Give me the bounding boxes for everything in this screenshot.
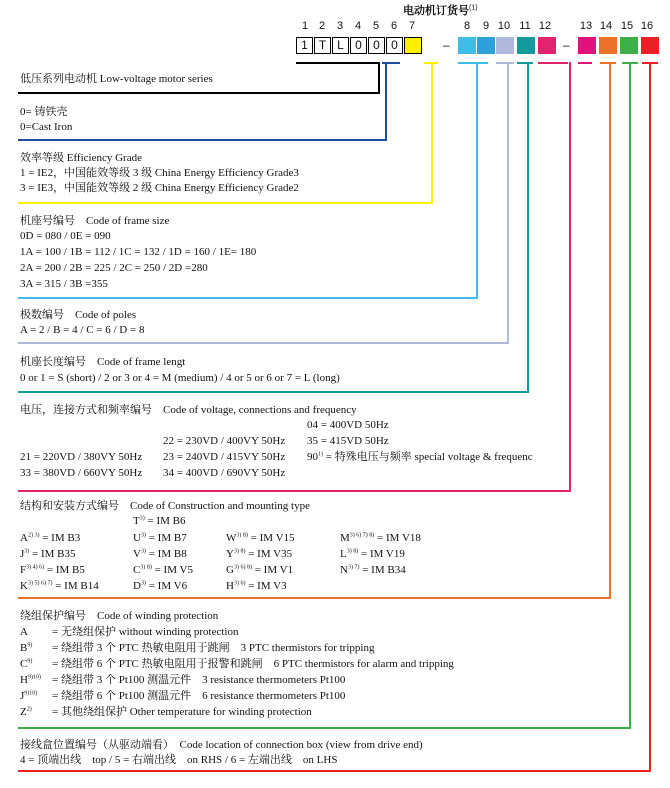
bracket-frame-size <box>458 62 488 64</box>
efficiency-line-1: 1 = IE2，中国能效等级 3 级 China Energy Efficiency Grade3 <box>20 167 299 179</box>
code-box-light-blue <box>458 37 476 54</box>
bracket-voltage <box>538 62 568 64</box>
mounting-value: = IM V1 <box>251 564 294 576</box>
winding-code: A <box>20 626 28 638</box>
winding-code: $B^{9)}$ <box>20 642 33 654</box>
housing-line-2: 0=Cast Iron <box>20 121 73 133</box>
mounting-value: = IM V15 <box>247 532 295 544</box>
series-title: 低压系列电动机 Low-voltage motor series <box>20 73 213 85</box>
bracket-poles <box>496 62 514 64</box>
connector-green <box>629 62 631 729</box>
winding-code: $Z^{2)}$ <box>20 706 32 718</box>
mounting-item <box>133 515 185 528</box>
mounting-code: F <box>20 564 27 576</box>
winding-description: = 其他绕组保护 Other temperature for winding protection <box>52 706 312 718</box>
mounting-note: 3) 8) <box>233 548 246 555</box>
bracket-frame-length <box>517 62 533 64</box>
connector-poles <box>507 62 509 344</box>
code-box-lavender <box>496 37 514 54</box>
voltage-code-35: 35 = 415VD 50Hz <box>307 435 389 447</box>
connector-frame-size <box>476 62 478 299</box>
bracket-series <box>296 62 380 64</box>
mounting-item <box>133 532 187 545</box>
connector-housing <box>385 62 387 141</box>
mounting-note: 3) 7) <box>347 564 360 571</box>
mounting-code: V <box>133 548 141 560</box>
winding-description: = 绕组带 3 个 Pt100 测温元件 3 resistance thermometers Pt100 <box>52 674 346 686</box>
mounting-code: A <box>20 532 28 544</box>
bracket-winding <box>600 62 616 64</box>
mounting-value: = IM B3 <box>39 532 81 544</box>
efficiency-line-2: 3 = IE3，中国能效等级 2 级 China Energy Efficiency Grade2 <box>20 182 299 194</box>
mounting-value: = IM B35 <box>29 548 76 560</box>
code-box-magenta <box>538 37 556 54</box>
position-number: 16 <box>640 20 654 32</box>
mounting-item <box>340 564 406 577</box>
order-number-title <box>403 2 478 18</box>
mounting-note: 2) 3) <box>27 532 40 539</box>
winding-description: = 绕组带 6 个 Pt100 测温元件 6 resistance thermometers Pt100 <box>52 690 346 702</box>
line-poles <box>18 342 509 344</box>
efficiency-title: 效率等级 Efficiency Grade <box>20 152 142 164</box>
mounting-note: 3) <box>140 532 146 539</box>
voltage-code-90-code: 90 <box>307 451 318 463</box>
position-number: 7 <box>408 20 416 32</box>
frame-length-title: 机座长度编号 Code of frame lengt <box>20 356 186 368</box>
code-box-teal <box>517 37 535 54</box>
mounting-note: 3) <box>139 515 145 522</box>
mounting-value: = IM V19 <box>358 548 405 560</box>
winding-code: $H^{9)10)}$ <box>20 674 41 686</box>
order-number-title-note: (1) <box>469 4 478 12</box>
position-number: 12 <box>538 20 552 32</box>
frame-size-line-2: 1A = 100 / 1B = 112 / 1C = 132 / 1D = 160 / 1E= 180 <box>20 246 257 258</box>
frame-size-title: 机座号编号 Code of frame size <box>20 215 170 227</box>
line-connection-box <box>18 770 651 772</box>
mounting-item <box>133 548 187 561</box>
code-box: 0 <box>386 37 403 54</box>
mounting-code: L <box>340 548 347 560</box>
mounting-item <box>226 548 292 561</box>
line-frame-length <box>18 391 529 393</box>
housing-line-1: 0= 铸铁壳 <box>20 106 68 118</box>
mounting-value: = IM V5 <box>151 564 193 576</box>
voltage-code-90 <box>307 451 533 464</box>
mounting-item <box>226 564 293 577</box>
poles-title: 极数编号 Code of poles <box>20 309 137 321</box>
mounting-item <box>133 580 187 593</box>
voltage-code-22: 22 = 230VD / 400VY 50Hz <box>163 435 286 447</box>
mounting-code: U <box>133 532 141 544</box>
code-box-orange <box>599 37 617 54</box>
mounting-item <box>20 564 85 577</box>
voltage-code-21: 21 = 220VD / 380VY 50Hz <box>20 451 143 463</box>
mounting-item <box>133 564 193 577</box>
voltage-title: 电压，连接方式和频率编号 Code of voltage, connections and frequency <box>20 404 357 416</box>
mounting-value: = IM B34 <box>359 564 406 576</box>
code-box: 0 <box>350 37 367 54</box>
position-number: 9 <box>482 20 490 32</box>
frame-size-line-3: 2A = 200 / 2B = 225 / 2C = 250 / 2D =280 <box>20 262 208 274</box>
mounting-item <box>226 532 295 545</box>
poles-line-1: A = 2 / B = 4 / C = 6 / D = 8 <box>20 324 145 336</box>
mounting-code: K <box>20 580 28 592</box>
mounting-value: = IM B7 <box>145 532 187 544</box>
mounting-note: 3) 5) 6) 7) <box>27 580 53 587</box>
connector-voltage <box>569 62 571 492</box>
connector-series <box>378 62 380 94</box>
mounting-note: 3) 8) <box>236 532 248 539</box>
voltage-code-23: 23 = 240VD / 415VY 50Hz <box>163 451 286 463</box>
connector-frame-length <box>527 62 529 393</box>
mounting-note: 3) 6) 8) <box>233 564 252 571</box>
order-number-title-text: 电动机订货号 <box>403 5 469 17</box>
connection-box-title: 接线盒位置编号（从驱动端看） Code location of connection box (view from drive end) <box>20 739 423 751</box>
separator: – <box>443 38 450 52</box>
code-box: T <box>314 37 331 54</box>
frame-size-line-4: 3A = 315 / 3B =355 <box>20 278 108 290</box>
connector-efficiency <box>431 62 433 204</box>
line-winding-protection <box>18 727 631 729</box>
mounting-code: W <box>226 532 237 544</box>
frame-length-line-1: 0 or 1 = S (short) / 2 or 3 or 4 = M (medium) / 4 or 5 or 6 or 7 = L (long) <box>20 372 340 384</box>
code-box-green <box>620 37 638 54</box>
mounting-code: M <box>340 532 350 544</box>
position-number: 4 <box>354 20 362 32</box>
mounting-code: T <box>133 515 140 527</box>
mounting-title: 结构和安装方式编号 Code of Construction and mounting type <box>20 500 310 512</box>
mounting-note: 3) <box>140 580 146 587</box>
voltage-code-90-note: 1) <box>318 451 323 458</box>
mounting-value: = IM V35 <box>245 548 293 560</box>
mounting-value: = IM V3 <box>245 580 287 592</box>
mounting-code: C <box>133 564 141 576</box>
line-voltage <box>18 490 571 492</box>
position-number: 10 <box>497 20 511 32</box>
mounting-item <box>340 548 405 561</box>
position-number: 13 <box>579 20 593 32</box>
position-number: 1 <box>301 20 309 32</box>
mounting-note: 3) 4) 6) <box>26 564 45 571</box>
code-box: L <box>332 37 349 54</box>
separator: – <box>563 38 570 52</box>
mounting-value: = IM V6 <box>145 580 188 592</box>
code-box-red <box>641 37 659 54</box>
winding-description: = 绕组带 6 个 PTC 热敏电阻用于报警和跳闸 6 PTC thermistors for alarm and tripping <box>52 658 454 670</box>
mounting-code: D <box>133 580 141 592</box>
connector-red <box>649 62 651 772</box>
winding-code: $J^{9)10)}$ <box>20 690 38 702</box>
voltage-code-04: 04 = 400VD 50Hz <box>307 419 389 431</box>
mounting-item <box>20 532 80 545</box>
mounting-note: 3) 8) <box>140 564 152 571</box>
mounting-value: = IM V18 <box>374 532 421 544</box>
mounting-code: N <box>340 564 348 576</box>
mounting-item <box>20 580 99 593</box>
position-number: 3 <box>336 20 344 32</box>
winding-description: = 绕组带 3 个 PTC 热敏电阻用于跳闸 3 PTC thermistors for tripping <box>52 642 375 654</box>
mounting-note: 3) <box>24 548 30 555</box>
mounting-value: = IM B8 <box>145 548 187 560</box>
mounting-item <box>340 532 421 545</box>
position-number: 14 <box>599 20 613 32</box>
voltage-code-90-text: = 特殊电压与频率 special voltage & frequenc <box>323 451 533 463</box>
mounting-item <box>20 548 76 561</box>
winding-title: 绕组保护编号 Code of winding protection <box>20 610 219 622</box>
mounting-note: 3) <box>140 548 146 555</box>
mounting-note: 3) 6) 7) 8) <box>349 532 375 539</box>
mounting-code: J <box>20 548 25 560</box>
bracket-mounting <box>578 62 592 64</box>
position-number: 8 <box>463 20 471 32</box>
code-box-blue <box>477 37 495 54</box>
winding-description: = 无绕组保护 without winding protection <box>52 626 239 638</box>
line-frame-size <box>18 297 478 299</box>
position-number: 15 <box>620 20 634 32</box>
mounting-value: = IM B5 <box>44 564 85 576</box>
line-winding <box>18 597 611 599</box>
line-series <box>18 92 380 94</box>
code-box: 1 <box>296 37 313 54</box>
code-box: 0 <box>368 37 385 54</box>
position-number: 5 <box>372 20 380 32</box>
connector-winding <box>609 62 611 599</box>
code-box-magenta-2 <box>578 37 596 54</box>
connection-box-line-1: 4 = 顶端出线 top / 5 = 右端出线 on RHS / 6 = 左端出线 on LHS <box>20 754 338 766</box>
mounting-code: H <box>226 580 234 592</box>
position-number: 2 <box>318 20 326 32</box>
mounting-code: G <box>226 564 234 576</box>
frame-size-line-1: 0D = 080 / 0E = 090 <box>20 230 111 242</box>
winding-code: $C^{9)}$ <box>20 658 33 670</box>
line-efficiency <box>18 202 433 204</box>
mounting-item <box>226 580 287 593</box>
mounting-note: 3) 6) <box>233 580 246 587</box>
line-housing <box>18 139 387 141</box>
mounting-note: 3) 8) <box>346 548 359 555</box>
mounting-code: Y <box>226 548 234 560</box>
code-box-yellow <box>404 37 422 54</box>
voltage-code-33: 33 = 380VD / 660VY 50Hz <box>20 467 143 479</box>
mounting-value: = IM B14 <box>52 580 99 592</box>
voltage-code-34: 34 = 400VD / 690VY 50Hz <box>163 467 286 479</box>
position-number: 6 <box>390 20 398 32</box>
mounting-value: = IM B6 <box>144 515 186 527</box>
position-number: 11 <box>519 20 531 32</box>
